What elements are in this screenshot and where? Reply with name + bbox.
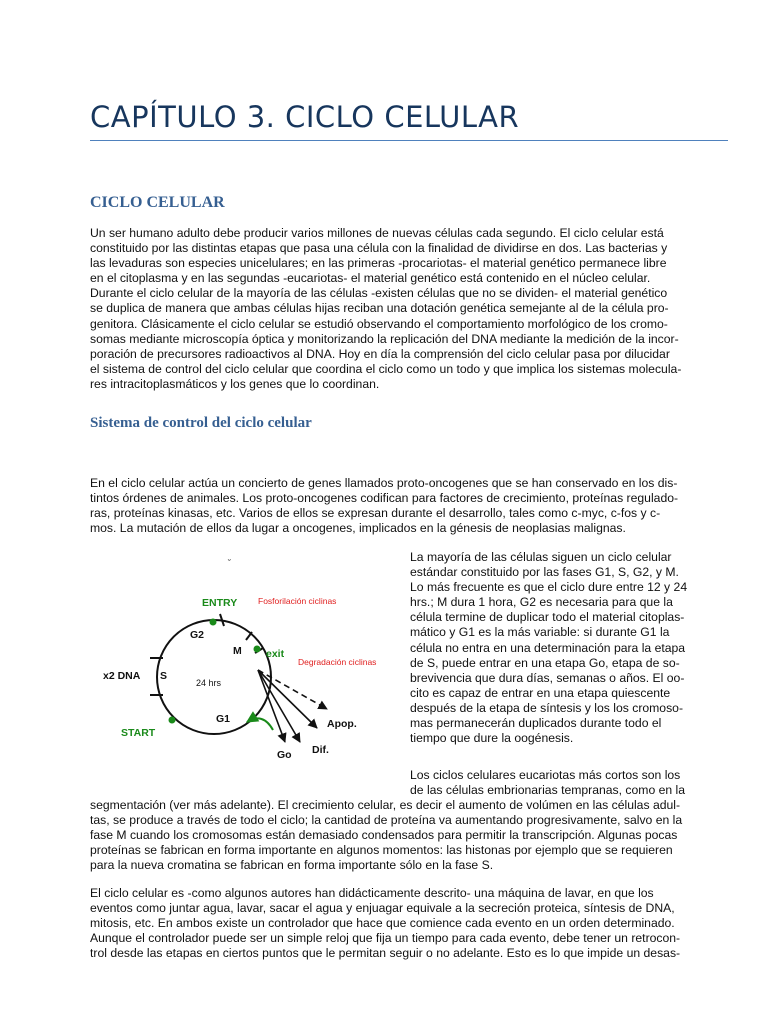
text-line: En el ciclo celular actúa un concierto de genes llamados proto-oncogenes que se han conservado en los dis- (90, 476, 678, 490)
text-line: constituido por las distintas etapas que pasa una célula con la finalidad de dividirse en dos. Las bacterias y (90, 241, 668, 256)
text-line: eventos como juntar agua, lavar, sacar el agua y enjuagar equivale a la secreción proteica, síntesis de DNA, (90, 901, 675, 916)
text-line: se duplica de manera que ambas células hijas reciban una dotación genética semejante al de la célula pro- (90, 301, 669, 316)
section-heading: CICLO CELULAR (90, 194, 225, 211)
label-start: START (121, 727, 156, 739)
text-line: segmentación (ver más adelante). El crecimiento celular, es decir el aumento de volúmen en las células adul- (90, 798, 681, 812)
text-line: tas, se produce a través de todo el ciclo; la cantidad de proteína va aumentando progresivamente, salvo en la (90, 813, 683, 828)
text-line: proteínas se fabrican en forma importante en algunos momentos: las histonas por ejemplo que se requieren (90, 843, 673, 858)
text-line: tintos órdenes de animales. Los proto-oncogenes codifican para factores de crecimiento, proteínas regulado- (90, 491, 679, 506)
proto-oncogenes-paragraph (90, 476, 728, 536)
text-line: poración de precursores radioactivos al DNA. Hoy en día la comprensión del ciclo celular pasa por dilucidar (90, 346, 670, 361)
label-m: M (233, 645, 242, 657)
label-g1: G1 (216, 713, 231, 725)
text-line: Un ser humano adulto debe producir varios millones de nuevas células cada segundo. El ciclo celular está (90, 226, 664, 240)
text-line: mas permanecerán duplicados durante todo el (410, 716, 662, 731)
label-24hrs: 24 hrs (196, 678, 222, 688)
washing-machine-paragraph (90, 886, 728, 961)
cycle-circle (157, 620, 271, 734)
text-line: después de la etapa de síntesis y los los cromoso- (410, 700, 684, 715)
text-line: en el citoplasma y en las segundas -eucariotas- el material genético está contenido en el núcleo celular. (90, 271, 651, 286)
chapter-title: CAPÍTULO 3. CICLO CELULAR (90, 100, 520, 134)
intro-paragraph (90, 226, 728, 392)
text-line: mitosis, etc. En ambos existe un controlador que hace que comience cada evento en un orden determinado. (90, 916, 675, 931)
text-line: genitora. Clásicamente el ciclo celular se estudió observando el comportamiento morfológico de los cromo- (90, 316, 668, 331)
text-line: Lo más frecuente es que el ciclo dure entre 12 y 24 (410, 580, 688, 595)
text-line: El ciclo celular es -como algunos autores han didácticamente descrito- una máquina de lavar, en que los (90, 886, 654, 900)
subsection-heading: Sistema de control del ciclo celular (90, 415, 312, 431)
label-entry: ENTRY (202, 597, 238, 609)
text-line: res intracitoplasmáticos y los genes que lo coordinan. (90, 376, 380, 391)
text-line: de las células embrionarias tempranas, como en la (410, 783, 686, 798)
text-line: brevivencia que dura días, semanas o años. El oo- (410, 670, 685, 685)
text-line: tiempo que dure la oogénesis. (410, 731, 574, 746)
text-line: célula no entra en una determinación para la etapa (410, 640, 686, 655)
text-line: mático y G1 es la más variable: si durante G1 la (410, 625, 670, 640)
text-line: hrs.; M dura 1 hora, G2 es necesaria para que la (410, 595, 673, 610)
text-line: el sistema de control del ciclo celular que coordina el ciclo como un todo y que implica los sistemas molecula- (90, 361, 682, 376)
label-go: Go (277, 749, 292, 761)
label-g2: G2 (190, 629, 205, 641)
cell-cycle-diagram (95, 552, 395, 767)
text-line: fase M cuando los cromosomas están demasiado condensados para permitir la transcripción. Algunas pocas (90, 828, 678, 843)
label-dif: Dif. (312, 744, 329, 756)
text-line: ras, proteínas kinasas, etc. Varios de ellos se expresan durante el desarrollo, tales como c-myc, c-fos y c- (90, 506, 661, 521)
label-degradacion: Degradación ciclinas (298, 657, 377, 667)
label-s: S (160, 670, 168, 682)
text-line: célula termine de duplicar todo el material citoplas- (410, 610, 685, 625)
label-fosforilacion: Fosforilación ciclinas (258, 596, 337, 606)
exit-dot (254, 646, 261, 653)
embryonic-cycles-paragraph-start (410, 768, 728, 798)
cycle-phases-paragraph (410, 550, 728, 746)
title-divider (90, 140, 728, 141)
label-exit: exit (266, 648, 285, 660)
text-line: La mayoría de las células siguen un ciclo celular (410, 550, 672, 564)
text-line: Los ciclos celulares eucariotas más cortos son los (410, 768, 681, 782)
text-line: mos. La mutación de ellos da lugar a oncogenes, implicados en la génesis de neoplasias malignas. (90, 521, 626, 536)
text-line: para la nueva cromatina se fabrican en forma importante sólo en la fase S. (90, 858, 494, 873)
text-line: las levaduras son especies unicelulares; en las primeras -procariotas- el material genético permanece libre (90, 256, 667, 271)
arrow-return (247, 718, 273, 730)
text-line: trol desde las etapas en ciertos puntos que le permitan seguir o no adelante. Esto es lo que impide un desas- (90, 946, 681, 961)
text-line: estándar constituido por las fases G1, S, G2, y M. (410, 565, 679, 580)
label-x2dna: x2 DNA (103, 670, 141, 682)
embryonic-cycles-paragraph-cont (90, 798, 728, 873)
stray-mark: ˘ (228, 558, 231, 568)
text-line: Aunque el controlador puede ser un simple reloj que fija un tiempo para cada evento, debe tener un retrocon- (90, 931, 681, 946)
start-dot (169, 717, 176, 724)
text-line: de S, puede entrar en una etapa Go, etapa de so- (410, 655, 680, 670)
entry-dot (210, 619, 217, 626)
label-apop: Apop. (327, 718, 357, 730)
text-line: Durante el ciclo celular de la mayoría de las células -existen células que no se dividen- el material genético (90, 286, 668, 301)
text-line: cito es capaz de entrar en una etapa quiescente (410, 685, 671, 700)
text-line: somas mediante microscopía óptica y monitorizando la replicación del DNA mediante la medición de la incor- (90, 331, 679, 346)
